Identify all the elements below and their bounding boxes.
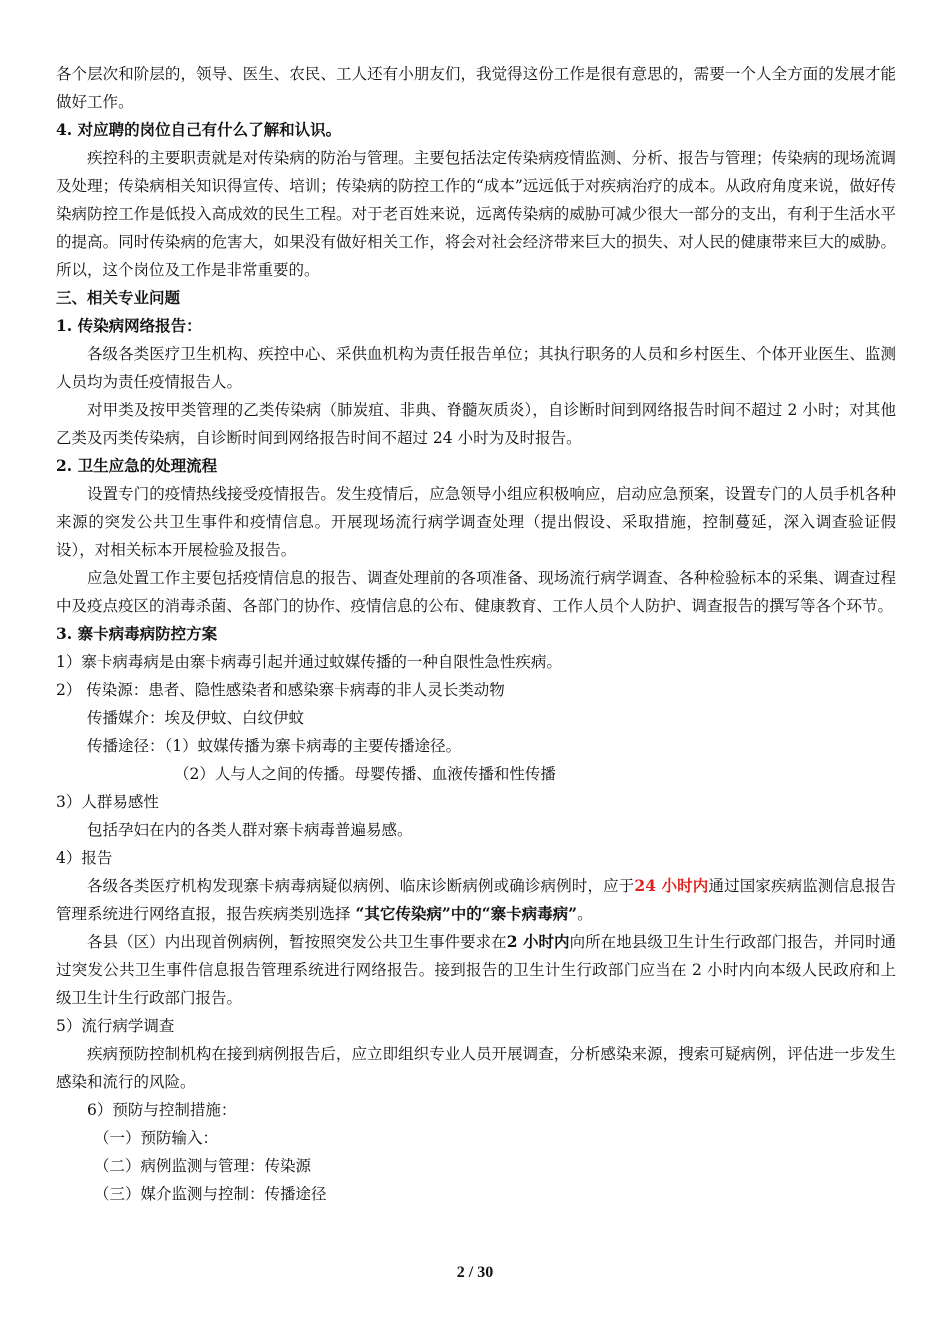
zika-route-1: 传播途径：（1）蚊媒传播为寨卡病毒的主要传播途径。 [87, 737, 462, 755]
page-number: 2 / 30 [456, 1264, 494, 1281]
zika-report-paragraph-2 [56, 928, 896, 1012]
topic-1-paragraph-1: 各级各类医疗卫生机构、疾控中心、采供血机构为责任报告单位；其执行职务的人员和乡村医生、个体开业医生、监测人员均为责任疫情报告人。 [56, 345, 896, 391]
paragraph-continuation: 各个层次和阶层的，领导、医生、农民、工人还有小朋友们，我觉得这份工作是很有意思的，需要一个人全方面的发展才能做好工作。 [56, 65, 896, 111]
zika-measure-3: （三）媒介监测与控制：传播途径 [94, 1185, 327, 1203]
zika-vector: 传播媒介：埃及伊蚊、白纹伊蚊 [87, 709, 305, 727]
zika-susceptibility: 包括孕妇在内的各类人群对寨卡病毒普遍易感。 [87, 821, 413, 839]
topic-3-heading: 3. 寨卡病毒病防控方案 [56, 624, 218, 643]
zika-first-case-2h: 2 小时内 [506, 932, 570, 951]
topic-2-heading: 2. 卫生应急的处理流程 [56, 456, 218, 475]
zika-report-category: “其它传染病”中的“寨卡病毒病” [355, 904, 578, 923]
zika-report-24h-highlight: 24 小时内 [634, 876, 709, 895]
zika-item-4: 4）报告 [56, 849, 113, 867]
zika-item-6: 6）预防与控制措施： [87, 1101, 237, 1119]
zika-first-case-text-b: 向所在地县级卫生计生行政部门报告，并同时通过突发公共卫生事件信息报告管理系统进行网络报告。接到报告的卫生计生行政部门应当在 2 小时内向本级人民政府和上级卫生计生行政部门报告。 [56, 933, 896, 1007]
zika-route-2: （2）人与人之间的传播。母婴传播、血液传播和性传播 [174, 765, 556, 783]
topic-2-paragraph-2: 应急处置工作主要包括疫情信息的报告、调查处理前的各项准备、现场流行病学调查、各种检验标本的采集、调查过程中及疫点疫区的消毒杀菌、各部门的协作、疫情信息的公布、健康教育、工作人员个人防护、调查报告的撰写等各个环节。 [56, 569, 896, 615]
zika-item-5: 5）流行病学调查 [56, 1017, 175, 1035]
zika-report-paragraph-1 [56, 872, 896, 928]
document-page [56, 60, 896, 1208]
topic-2-paragraph-1: 设置专门的疫情热线接受疫情报告。发生疫情后，应急领导小组应积极响应，启动应急预案，设置专门的人员手机各种来源的突发公共卫生事件和疫情信息。开展现场流行病学调查处理（提出假设、采取措施，控制蔓延，深入调查验证假设），对相关标本开展检验及报告。 [56, 485, 896, 559]
question-4-heading: 4. 对应聘的岗位自己有什么了解和认识。 [56, 120, 342, 139]
zika-first-case-text-a: 各县（区）内出现首例病例，暂按照突发公共卫生事件要求在 [87, 933, 507, 951]
zika-item-2: 2） 传染源：患者、隐性感染者和感染寨卡病毒的非人灵长类动物 [56, 681, 505, 699]
zika-epidemiology-paragraph: 疾病预防控制机构在接到病例报告后，应立即组织专业人员开展调查，分析感染来源，搜索可疑病例，评估进一步发生感染和流行的风险。 [56, 1045, 896, 1091]
zika-report-text-end: 。 [577, 905, 593, 923]
question-4-answer: 疾控科的主要职责就是对传染病的防治与管理。主要包括法定传染病疫情监测、分析、报告与管理；传染病的现场流调及处理；传染病相关知识得宣传、培训；传染病的防控工作的“成本”远远低于对疾病治疗的成本。从政府角度来说，做好传染病防控工作是低投入高成效的民生工程。对于老百姓来说，远离传染病的威胁可减少很大一部分的支出，有利于生活水平的提高。同时传染病的危害大，如果没有做好相关工作，将会对社会经济带来巨大的损失、对人民的健康带来巨大的威胁。所以，这个岗位及工作是非常重要的。 [56, 149, 896, 279]
topic-1-paragraph-2: 对甲类及按甲类管理的乙类传染病（肺炭疽、非典、脊髓灰质炎），自诊断时间到网络报告时间不超过 2 小时；对其他乙类及丙类传染病，自诊断时间到网络报告时间不超过 24 小时为及时报告。 [56, 401, 896, 447]
zika-report-text-a: 各级各类医疗机构发现寨卡病毒病疑似病例、临床诊断病例或确诊病例时，应于 [87, 877, 635, 895]
topic-1-heading: 1. 传染病网络报告： [56, 316, 202, 335]
zika-item-1: 1）寨卡病毒病是由寨卡病毒引起并通过蚊媒传播的一种自限性急性疾病。 [56, 653, 562, 671]
zika-item-3: 3）人群易感性 [56, 793, 159, 811]
section-3-heading: 三、相关专业问题 [56, 288, 181, 307]
zika-measure-1: （一）预防输入： [94, 1129, 219, 1147]
zika-measure-2: （二）病例监测与管理：传染源 [94, 1157, 312, 1175]
zika-report-text-b: 通过国家疾病监测信息报告管理系统进行网络直报，报告疾病类别选择 [56, 877, 896, 923]
